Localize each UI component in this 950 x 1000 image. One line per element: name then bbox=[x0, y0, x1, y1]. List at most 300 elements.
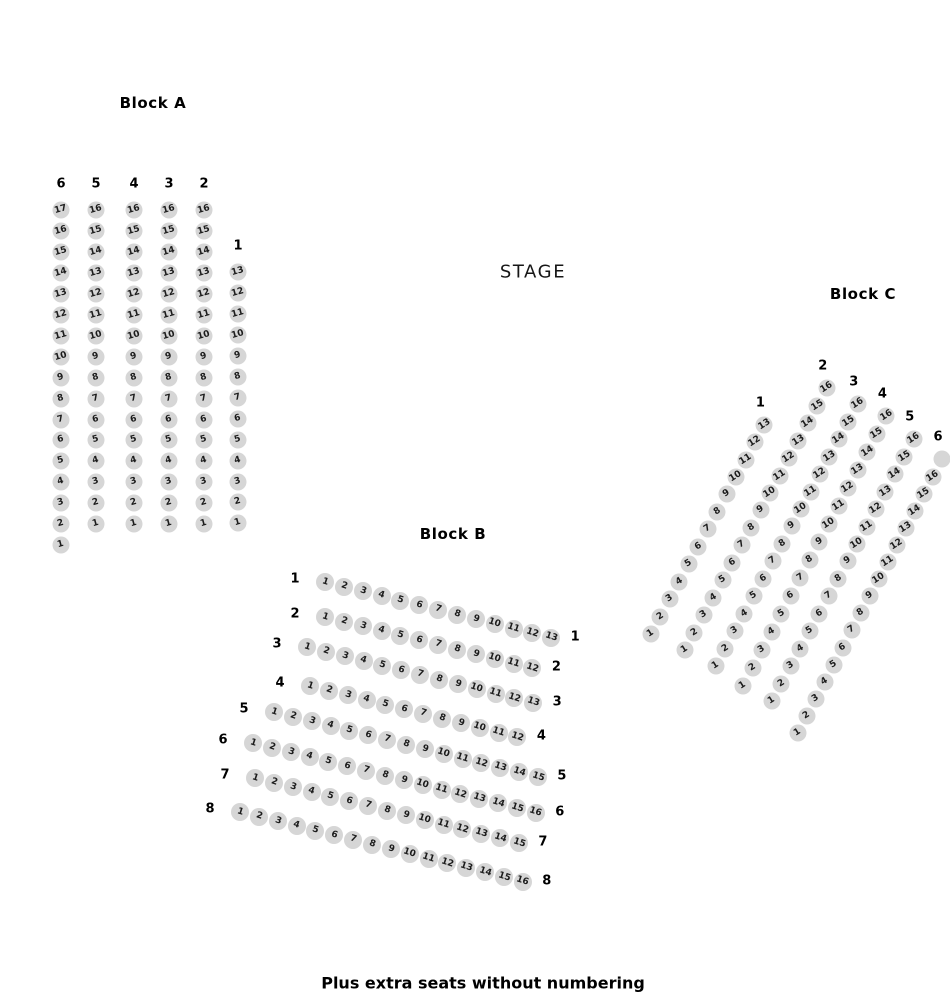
block-b-row-6-seat-3[interactable] bbox=[282, 743, 300, 761]
block-b-row-5-seat-9[interactable] bbox=[416, 740, 434, 758]
block-a-col-1-seat-9[interactable] bbox=[230, 347, 247, 364]
block-c-col-1-seat-10[interactable] bbox=[728, 468, 745, 485]
block-b-row-6-seat-1[interactable] bbox=[244, 734, 262, 752]
block-a-col-3-seat-10[interactable] bbox=[161, 327, 178, 344]
block-c-col-2-seat-4[interactable] bbox=[705, 589, 722, 606]
block-b-row-8-seat-2[interactable] bbox=[250, 808, 268, 826]
block-b-row-6-seat-14[interactable] bbox=[489, 794, 507, 812]
block-b-row-8-seat-6[interactable] bbox=[325, 826, 343, 844]
block-c-col-5-seat-8[interactable] bbox=[830, 570, 847, 587]
block-b-row-8-seat-14[interactable] bbox=[476, 863, 494, 881]
block-a-col-3-seat-14[interactable] bbox=[161, 243, 178, 260]
block-a-col-1-seat-12[interactable] bbox=[230, 284, 247, 301]
block-b-row-6-seat-5[interactable] bbox=[319, 753, 337, 771]
block-c-col-4-seat-5[interactable] bbox=[773, 606, 790, 623]
block-c-col-4-seat-9[interactable] bbox=[811, 534, 828, 551]
block-b-row-4-seat-6[interactable] bbox=[395, 700, 413, 718]
block-a-col-2-seat-7[interactable] bbox=[196, 390, 213, 407]
block-a-col-6-seat-15[interactable] bbox=[53, 243, 70, 260]
block-c-col-5-seat-6[interactable] bbox=[811, 605, 828, 622]
block-c-col-1-seat-13[interactable] bbox=[756, 416, 773, 433]
block-a-col-5-seat-8[interactable] bbox=[88, 369, 105, 386]
block-b-row-2-seat-2[interactable] bbox=[335, 613, 353, 631]
block-c-col-2-seat-16[interactable] bbox=[818, 380, 835, 397]
block-c-col-4-seat-12[interactable] bbox=[840, 480, 857, 497]
block-c-col-2-seat-15[interactable] bbox=[809, 397, 826, 414]
block-b-row-7-seat-11[interactable] bbox=[435, 816, 453, 834]
block-b-row-3-seat-9[interactable] bbox=[449, 675, 467, 693]
block-c-col-5-seat-1[interactable] bbox=[764, 693, 781, 710]
block-b-row-5-seat-14[interactable] bbox=[510, 763, 528, 781]
block-c-col-2-seat-5[interactable] bbox=[714, 572, 731, 589]
block-a-col-3-seat-12[interactable] bbox=[161, 285, 178, 302]
block-b-row-8-seat-10[interactable] bbox=[401, 845, 419, 863]
block-c-col-4-seat-3[interactable] bbox=[754, 642, 771, 659]
block-b-row-2-seat-12[interactable] bbox=[523, 659, 541, 677]
block-b-row-5-seat-4[interactable] bbox=[322, 717, 340, 735]
block-b-row-1-seat-5[interactable] bbox=[391, 592, 409, 610]
block-b-row-4-seat-8[interactable] bbox=[433, 710, 451, 728]
block-b-row-7-seat-3[interactable] bbox=[284, 778, 302, 796]
block-b-row-8-seat-7[interactable] bbox=[344, 831, 362, 849]
block-c-col-3-seat-8[interactable] bbox=[774, 535, 791, 552]
block-b-row-3-seat-6[interactable] bbox=[392, 661, 410, 679]
block-a-col-4-seat-1[interactable] bbox=[126, 516, 143, 533]
block-b-row-8-seat-1[interactable] bbox=[231, 803, 249, 821]
block-c-col-4-seat-1[interactable] bbox=[735, 678, 752, 695]
block-c-col-5-seat-15[interactable] bbox=[896, 448, 913, 465]
block-a-col-6-seat-14[interactable] bbox=[53, 264, 70, 281]
block-b-row-1-seat-1[interactable] bbox=[316, 573, 334, 591]
block-a-col-5-seat-3[interactable] bbox=[88, 474, 105, 491]
block-c-col-3-seat-12[interactable] bbox=[811, 466, 828, 483]
block-c-col-5-seat-7[interactable] bbox=[820, 588, 837, 605]
block-a-col-4-seat-16[interactable] bbox=[126, 202, 143, 219]
block-b-row-6-seat-10[interactable] bbox=[414, 776, 432, 794]
block-b-row-5-seat-8[interactable] bbox=[397, 736, 415, 754]
block-a-col-1-seat-13[interactable] bbox=[230, 264, 247, 281]
block-a-col-2-seat-5[interactable] bbox=[196, 432, 213, 449]
block-a-col-2-seat-3[interactable] bbox=[196, 474, 213, 491]
block-a-col-1-seat-5[interactable] bbox=[230, 431, 247, 448]
block-b-row-1-seat-11[interactable] bbox=[505, 620, 523, 638]
block-b-row-7-seat-9[interactable] bbox=[397, 806, 415, 824]
block-a-col-3-seat-16[interactable] bbox=[161, 202, 178, 219]
block-a-col-6-seat-11[interactable] bbox=[53, 327, 70, 344]
block-a-col-2-seat-14[interactable] bbox=[196, 243, 213, 260]
block-b-row-4-seat-10[interactable] bbox=[471, 719, 489, 737]
block-b-row-4-seat-5[interactable] bbox=[376, 696, 394, 714]
block-c-col-3-seat-9[interactable] bbox=[783, 518, 800, 535]
block-a-col-2-seat-15[interactable] bbox=[196, 222, 213, 239]
block-b-row-3-seat-3[interactable] bbox=[336, 647, 354, 665]
block-c-col-6-seat-10[interactable] bbox=[871, 571, 888, 588]
block-b-row-3-seat-11[interactable] bbox=[487, 685, 505, 703]
block-b-row-1-seat-3[interactable] bbox=[354, 582, 372, 600]
block-a-col-5-seat-7[interactable] bbox=[88, 390, 105, 407]
block-c-col-5-seat-11[interactable] bbox=[858, 518, 875, 535]
block-b-row-6-seat-13[interactable] bbox=[470, 790, 488, 808]
block-b-row-8-seat-15[interactable] bbox=[495, 868, 513, 886]
block-a-col-4-seat-15[interactable] bbox=[126, 222, 143, 239]
block-c-col-5-seat-12[interactable] bbox=[867, 501, 884, 518]
block-a-col-4-seat-8[interactable] bbox=[126, 369, 143, 386]
block-c-col-2-seat-8[interactable] bbox=[743, 519, 760, 536]
block-b-row-8-seat-13[interactable] bbox=[457, 859, 475, 877]
block-c-col-3-seat-6[interactable] bbox=[755, 570, 772, 587]
block-b-row-1-seat-12[interactable] bbox=[523, 624, 541, 642]
block-b-row-5-seat-2[interactable] bbox=[284, 708, 302, 726]
block-b-row-8-seat-3[interactable] bbox=[269, 812, 287, 830]
block-b-row-2-seat-11[interactable] bbox=[505, 655, 523, 673]
block-a-col-5-seat-16[interactable] bbox=[88, 202, 105, 219]
block-a-col-6-seat-8[interactable] bbox=[53, 390, 70, 407]
block-b-row-4-seat-7[interactable] bbox=[414, 705, 432, 723]
block-c-col-5-seat-13[interactable] bbox=[877, 483, 894, 500]
block-c-col-6-seat-1[interactable] bbox=[790, 725, 807, 742]
block-a-col-6-seat-4[interactable] bbox=[53, 474, 70, 491]
block-c-col-1-seat-6[interactable] bbox=[690, 538, 707, 555]
block-c-col-1-seat-1[interactable] bbox=[643, 626, 660, 643]
block-c-col-5-seat-9[interactable] bbox=[839, 553, 856, 570]
block-c-col-2-seat-14[interactable] bbox=[799, 415, 816, 432]
block-b-row-6-seat-7[interactable] bbox=[357, 762, 375, 780]
block-c-col-3-seat-14[interactable] bbox=[830, 431, 847, 448]
block-c-col-3-seat-5[interactable] bbox=[745, 588, 762, 605]
block-c-col-4-seat-14[interactable] bbox=[859, 444, 876, 461]
block-a-col-5-seat-4[interactable] bbox=[88, 453, 105, 470]
block-b-row-6-seat-6[interactable] bbox=[338, 757, 356, 775]
block-c-col-4-seat-4[interactable] bbox=[763, 624, 780, 641]
block-a-col-5-seat-6[interactable] bbox=[88, 411, 105, 428]
block-b-row-5-seat-11[interactable] bbox=[454, 750, 472, 768]
block-b-row-3-seat-13[interactable] bbox=[524, 694, 542, 712]
block-b-row-1-seat-8[interactable] bbox=[448, 606, 466, 624]
block-a-col-5-seat-13[interactable] bbox=[88, 264, 105, 281]
block-b-row-8-seat-12[interactable] bbox=[438, 854, 456, 872]
block-c-col-3-seat-15[interactable] bbox=[840, 413, 857, 430]
block-c-col-6-seat-15[interactable] bbox=[916, 485, 933, 502]
block-b-row-6-seat-12[interactable] bbox=[451, 785, 469, 803]
block-b-row-5-seat-15[interactable] bbox=[529, 768, 547, 786]
block-b-row-5-seat-6[interactable] bbox=[359, 726, 377, 744]
block-c-col-1-seat-3[interactable] bbox=[661, 591, 678, 608]
block-a-col-2-seat-12[interactable] bbox=[196, 285, 213, 302]
block-c-col-3-seat-11[interactable] bbox=[802, 483, 819, 500]
block-a-col-5-seat-5[interactable] bbox=[88, 432, 105, 449]
block-c-col-2-seat-2[interactable] bbox=[686, 624, 703, 641]
block-a-col-5-seat-11[interactable] bbox=[88, 306, 105, 323]
block-c-col-6-seat-9[interactable] bbox=[862, 588, 879, 605]
block-c-col-6-seat-7[interactable] bbox=[844, 622, 861, 639]
block-b-row-5-seat-13[interactable] bbox=[491, 759, 509, 777]
block-c-col-4-seat-8[interactable] bbox=[801, 552, 818, 569]
block-a-col-2-seat-1[interactable] bbox=[196, 516, 213, 533]
block-c-col-3-seat-1[interactable] bbox=[708, 658, 725, 675]
block-b-row-4-seat-11[interactable] bbox=[490, 724, 508, 742]
block-b-row-3-seat-4[interactable] bbox=[355, 652, 373, 670]
block-b-row-3-seat-8[interactable] bbox=[430, 671, 448, 689]
block-b-row-4-seat-12[interactable] bbox=[508, 728, 526, 746]
block-a-col-1-seat-2[interactable] bbox=[230, 494, 247, 511]
block-a-col-4-seat-12[interactable] bbox=[126, 285, 143, 302]
block-b-row-2-seat-6[interactable] bbox=[410, 631, 428, 649]
block-a-col-4-seat-10[interactable] bbox=[126, 327, 143, 344]
block-c-col-2-seat-3[interactable] bbox=[695, 607, 712, 624]
block-b-row-2-seat-3[interactable] bbox=[354, 617, 372, 635]
block-c-col-5-seat-5[interactable] bbox=[801, 623, 818, 640]
block-a-col-2-seat-8[interactable] bbox=[196, 369, 213, 386]
block-a-col-4-seat-14[interactable] bbox=[126, 243, 143, 260]
block-c-col-3-seat-2[interactable] bbox=[717, 640, 734, 657]
block-c-col-6-seat-5[interactable] bbox=[826, 656, 843, 673]
block-c-col-2-seat-9[interactable] bbox=[752, 502, 769, 519]
block-c-col-6-seat-11[interactable] bbox=[880, 554, 897, 571]
block-b-row-2-seat-4[interactable] bbox=[373, 622, 391, 640]
block-a-col-6-seat-1[interactable] bbox=[53, 537, 70, 554]
block-a-col-2-seat-11[interactable] bbox=[196, 306, 213, 323]
block-b-row-3-seat-5[interactable] bbox=[373, 657, 391, 675]
block-b-row-2-seat-10[interactable] bbox=[486, 650, 504, 668]
block-b-row-4-seat-4[interactable] bbox=[358, 691, 376, 709]
block-c-col-3-seat-7[interactable] bbox=[764, 553, 781, 570]
block-b-row-4-seat-2[interactable] bbox=[320, 682, 338, 700]
block-c-col-3-seat-4[interactable] bbox=[736, 605, 753, 622]
block-b-row-6-seat-2[interactable] bbox=[263, 739, 281, 757]
block-c-col-6-seat-blank[interactable] bbox=[934, 451, 950, 468]
block-c-col-5-seat-14[interactable] bbox=[886, 466, 903, 483]
block-b-row-7-seat-5[interactable] bbox=[321, 788, 339, 806]
block-b-row-7-seat-1[interactable] bbox=[246, 769, 264, 787]
block-b-row-3-seat-1[interactable] bbox=[298, 638, 316, 656]
block-b-row-7-seat-8[interactable] bbox=[378, 802, 396, 820]
block-b-row-7-seat-7[interactable] bbox=[359, 797, 377, 815]
block-a-col-2-seat-13[interactable] bbox=[196, 264, 213, 281]
block-b-row-1-seat-4[interactable] bbox=[373, 587, 391, 605]
block-a-col-1-seat-4[interactable] bbox=[230, 452, 247, 469]
block-a-col-4-seat-13[interactable] bbox=[126, 264, 143, 281]
block-b-row-1-seat-9[interactable] bbox=[467, 610, 485, 628]
block-c-col-3-seat-13[interactable] bbox=[821, 448, 838, 465]
block-c-col-5-seat-10[interactable] bbox=[849, 535, 866, 552]
block-a-col-5-seat-1[interactable] bbox=[88, 516, 105, 533]
block-b-row-8-seat-4[interactable] bbox=[288, 817, 306, 835]
block-a-col-3-seat-9[interactable] bbox=[161, 348, 178, 365]
block-c-col-4-seat-13[interactable] bbox=[849, 462, 866, 479]
block-b-row-7-seat-4[interactable] bbox=[303, 783, 321, 801]
block-a-col-2-seat-9[interactable] bbox=[196, 348, 213, 365]
block-b-row-3-seat-12[interactable] bbox=[505, 689, 523, 707]
block-a-col-3-seat-4[interactable] bbox=[161, 453, 178, 470]
block-b-row-4-seat-3[interactable] bbox=[339, 686, 357, 704]
block-a-col-5-seat-2[interactable] bbox=[88, 495, 105, 512]
block-a-col-3-seat-1[interactable] bbox=[161, 516, 178, 533]
block-a-col-5-seat-14[interactable] bbox=[88, 243, 105, 260]
block-c-col-6-seat-13[interactable] bbox=[898, 519, 915, 536]
block-a-col-3-seat-3[interactable] bbox=[161, 474, 178, 491]
block-b-row-3-seat-10[interactable] bbox=[468, 680, 486, 698]
block-c-col-1-seat-11[interactable] bbox=[737, 451, 754, 468]
block-c-col-1-seat-4[interactable] bbox=[671, 573, 688, 590]
block-b-row-6-seat-9[interactable] bbox=[395, 771, 413, 789]
block-b-row-7-seat-2[interactable] bbox=[265, 774, 283, 792]
block-c-col-4-seat-16[interactable] bbox=[878, 408, 895, 425]
block-c-col-1-seat-12[interactable] bbox=[746, 434, 763, 451]
block-b-row-2-seat-9[interactable] bbox=[467, 645, 485, 663]
block-c-col-2-seat-11[interactable] bbox=[771, 467, 788, 484]
block-c-col-4-seat-10[interactable] bbox=[821, 516, 838, 533]
block-a-col-5-seat-15[interactable] bbox=[88, 222, 105, 239]
block-b-row-8-seat-8[interactable] bbox=[363, 836, 381, 854]
block-a-col-1-seat-7[interactable] bbox=[230, 389, 247, 406]
block-c-col-4-seat-2[interactable] bbox=[744, 660, 761, 677]
block-b-row-2-seat-8[interactable] bbox=[448, 641, 466, 659]
block-c-col-5-seat-4[interactable] bbox=[792, 640, 809, 657]
block-a-col-2-seat-6[interactable] bbox=[196, 411, 213, 428]
block-c-col-6-seat-4[interactable] bbox=[817, 673, 834, 690]
block-c-col-6-seat-12[interactable] bbox=[889, 536, 906, 553]
block-a-col-5-seat-12[interactable] bbox=[88, 285, 105, 302]
block-b-row-8-seat-16[interactable] bbox=[514, 873, 532, 891]
block-a-col-6-seat-17[interactable] bbox=[53, 202, 70, 219]
block-a-col-4-seat-7[interactable] bbox=[126, 390, 143, 407]
block-a-col-6-seat-13[interactable] bbox=[53, 285, 70, 302]
block-c-col-5-seat-3[interactable] bbox=[782, 658, 799, 675]
block-b-row-1-seat-7[interactable] bbox=[429, 601, 447, 619]
block-c-col-6-seat-16[interactable] bbox=[925, 468, 942, 485]
block-a-col-6-seat-10[interactable] bbox=[53, 348, 70, 365]
block-b-row-8-seat-9[interactable] bbox=[382, 840, 400, 858]
block-b-row-5-seat-7[interactable] bbox=[378, 731, 396, 749]
block-c-col-6-seat-8[interactable] bbox=[853, 605, 870, 622]
block-a-col-6-seat-6[interactable] bbox=[53, 432, 70, 449]
block-c-col-5-seat-2[interactable] bbox=[773, 675, 790, 692]
block-b-row-6-seat-4[interactable] bbox=[301, 748, 319, 766]
block-b-row-5-seat-3[interactable] bbox=[303, 712, 321, 730]
block-c-col-2-seat-1[interactable] bbox=[677, 642, 694, 659]
block-c-col-1-seat-7[interactable] bbox=[699, 521, 716, 538]
block-c-col-1-seat-5[interactable] bbox=[680, 556, 697, 573]
block-a-col-6-seat-12[interactable] bbox=[53, 306, 70, 323]
block-b-row-7-seat-10[interactable] bbox=[416, 811, 434, 829]
block-c-col-4-seat-15[interactable] bbox=[868, 426, 885, 443]
block-a-col-2-seat-16[interactable] bbox=[196, 202, 213, 219]
block-a-col-3-seat-8[interactable] bbox=[161, 369, 178, 386]
block-a-col-1-seat-10[interactable] bbox=[230, 326, 247, 343]
block-c-col-4-seat-7[interactable] bbox=[792, 570, 809, 587]
block-a-col-3-seat-6[interactable] bbox=[161, 411, 178, 428]
block-b-row-4-seat-1[interactable] bbox=[301, 677, 319, 695]
block-a-col-4-seat-4[interactable] bbox=[126, 453, 143, 470]
block-b-row-6-seat-8[interactable] bbox=[376, 767, 394, 785]
block-c-col-3-seat-3[interactable] bbox=[726, 623, 743, 640]
block-a-col-3-seat-5[interactable] bbox=[161, 432, 178, 449]
block-c-col-2-seat-7[interactable] bbox=[733, 537, 750, 554]
block-b-row-6-seat-11[interactable] bbox=[433, 781, 451, 799]
block-b-row-4-seat-9[interactable] bbox=[452, 714, 470, 732]
block-a-col-3-seat-13[interactable] bbox=[161, 264, 178, 281]
block-b-row-5-seat-1[interactable] bbox=[265, 703, 283, 721]
block-c-col-3-seat-10[interactable] bbox=[793, 500, 810, 517]
block-a-col-3-seat-2[interactable] bbox=[161, 495, 178, 512]
block-c-col-6-seat-14[interactable] bbox=[907, 502, 924, 519]
block-a-col-2-seat-2[interactable] bbox=[196, 495, 213, 512]
block-b-row-7-seat-12[interactable] bbox=[453, 820, 471, 838]
block-c-col-2-seat-12[interactable] bbox=[780, 450, 797, 467]
block-a-col-2-seat-10[interactable] bbox=[196, 327, 213, 344]
block-b-row-6-seat-16[interactable] bbox=[527, 804, 545, 822]
block-b-row-2-seat-7[interactable] bbox=[429, 636, 447, 654]
block-c-col-4-seat-11[interactable] bbox=[830, 498, 847, 515]
block-a-col-6-seat-2[interactable] bbox=[53, 516, 70, 533]
block-c-col-5-seat-16[interactable] bbox=[905, 431, 922, 448]
block-a-col-6-seat-3[interactable] bbox=[53, 495, 70, 512]
block-a-col-1-seat-8[interactable] bbox=[230, 368, 247, 385]
block-c-col-2-seat-6[interactable] bbox=[724, 554, 741, 571]
block-b-row-1-seat-2[interactable] bbox=[335, 578, 353, 596]
block-c-col-1-seat-2[interactable] bbox=[652, 608, 669, 625]
block-a-col-4-seat-6[interactable] bbox=[126, 411, 143, 428]
block-b-row-7-seat-14[interactable] bbox=[491, 829, 509, 847]
block-b-row-1-seat-6[interactable] bbox=[410, 596, 428, 614]
block-b-row-2-seat-1[interactable] bbox=[316, 608, 334, 626]
block-a-col-4-seat-9[interactable] bbox=[126, 348, 143, 365]
block-a-col-4-seat-2[interactable] bbox=[126, 495, 143, 512]
block-c-col-2-seat-13[interactable] bbox=[790, 432, 807, 449]
block-c-col-6-seat-6[interactable] bbox=[835, 639, 852, 656]
block-c-col-3-seat-16[interactable] bbox=[849, 396, 866, 413]
block-a-col-3-seat-15[interactable] bbox=[161, 222, 178, 239]
block-a-col-6-seat-9[interactable] bbox=[53, 369, 70, 386]
block-a-col-5-seat-10[interactable] bbox=[88, 327, 105, 344]
block-b-row-8-seat-5[interactable] bbox=[306, 822, 324, 840]
block-a-col-4-seat-5[interactable] bbox=[126, 432, 143, 449]
block-a-col-3-seat-11[interactable] bbox=[161, 306, 178, 323]
block-b-row-8-seat-11[interactable] bbox=[420, 850, 438, 868]
block-b-row-7-seat-15[interactable] bbox=[510, 834, 528, 852]
block-b-row-2-seat-5[interactable] bbox=[391, 627, 409, 645]
block-b-row-6-seat-15[interactable] bbox=[508, 799, 526, 817]
block-a-col-1-seat-6[interactable] bbox=[230, 410, 247, 427]
block-b-row-3-seat-2[interactable] bbox=[317, 643, 335, 661]
block-b-row-5-seat-5[interactable] bbox=[340, 722, 358, 740]
block-a-col-6-seat-16[interactable] bbox=[53, 222, 70, 239]
block-c-col-6-seat-3[interactable] bbox=[808, 690, 825, 707]
block-c-col-6-seat-2[interactable] bbox=[799, 707, 816, 724]
block-b-row-1-seat-10[interactable] bbox=[486, 615, 504, 633]
block-c-col-1-seat-9[interactable] bbox=[718, 486, 735, 503]
block-b-row-5-seat-12[interactable] bbox=[472, 754, 490, 772]
block-c-col-4-seat-6[interactable] bbox=[782, 588, 799, 605]
block-a-col-3-seat-7[interactable] bbox=[161, 390, 178, 407]
block-a-col-2-seat-4[interactable] bbox=[196, 453, 213, 470]
block-a-col-1-seat-1[interactable] bbox=[230, 515, 247, 532]
block-a-col-1-seat-3[interactable] bbox=[230, 473, 247, 490]
block-b-row-7-seat-13[interactable] bbox=[472, 825, 490, 843]
block-a-col-6-seat-7[interactable] bbox=[53, 411, 70, 428]
block-a-col-1-seat-11[interactable] bbox=[230, 305, 247, 322]
block-a-col-5-seat-9[interactable] bbox=[88, 348, 105, 365]
block-b-row-3-seat-7[interactable] bbox=[411, 666, 429, 684]
block-c-col-1-seat-8[interactable] bbox=[709, 503, 726, 520]
block-a-col-6-seat-5[interactable] bbox=[53, 453, 70, 470]
block-a-col-4-seat-3[interactable] bbox=[126, 474, 143, 491]
block-c-col-2-seat-10[interactable] bbox=[762, 484, 779, 501]
block-a-col-4-seat-11[interactable] bbox=[126, 306, 143, 323]
block-b-row-5-seat-10[interactable] bbox=[435, 745, 453, 763]
block-b-row-1-seat-13[interactable] bbox=[542, 629, 560, 647]
block-b-row-7-seat-6[interactable] bbox=[340, 792, 358, 810]
